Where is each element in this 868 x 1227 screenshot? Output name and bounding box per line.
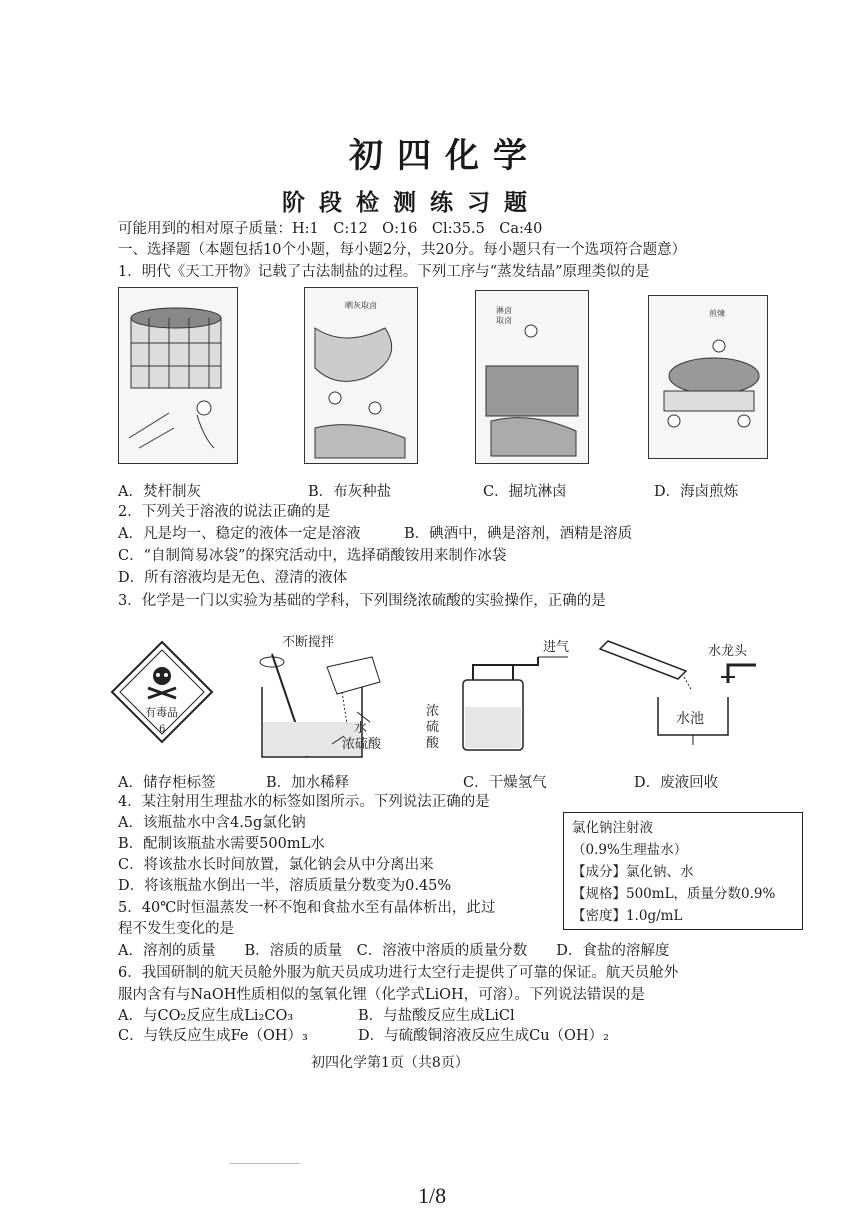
question-1-stem: 1．明代《天工开物》记载了古法制盐的过程。下列工序与“蒸发结晶”原理类似的是 [118,264,650,280]
stir-label: 不断搅拌 [282,635,335,650]
question-5-stem-2: 程不发生变化的是 [118,921,234,937]
saline-label-line-5: 【密度】1.0g/mL [572,908,683,924]
q4-option-a: A．该瓶盐水中含4.5g氯化钠 [118,815,306,831]
waste-disposal-diagram [596,635,766,755]
sink-label: 水池 [676,711,704,727]
q6-option-d: D．与硫酸铜溶液反应生成Cu（OH）₂ [358,1028,609,1044]
saline-label-line-1: 氯化钠注射液 [572,820,653,836]
atomic-masses: 可能用到的相对原子质量：H:1 C:12 O:16 Cl:35.5 Ca:40 [118,221,543,237]
q3-option-a: A．储存柜标签 [118,775,216,791]
q6-option-a: A．与CO₂反应生成Li₂CO₃ [118,1008,294,1024]
q1-image-b-caption: 晒灰取卤 [345,301,377,310]
page-footer: 初四化学第1页（共8页） [311,1055,469,1071]
acid-label-char-2: 硫 [426,720,440,735]
question-6-stem-2: 服内含有与NaOH性质相似的氢氧化锂（化学式LiOH，可溶）。下列说法错误的是 [118,987,645,1003]
q3-option-d: D．废液回收 [634,775,719,791]
q2-option-d: D．所有溶液均是无色、澄清的液体 [118,570,348,586]
q1-image-b [304,287,418,464]
digging-pit-illustration [476,291,588,463]
q3-option-b: B．加水稀释 [266,775,350,791]
question-2-stem: 2．下列关于溶液的说法正确的是 [118,504,331,520]
q2-option-c: C．“自制简易冰袋”的探究活动中，选择硝酸铵用来制作冰袋 [118,548,507,564]
saline-label-line-3: 【成分】氯化钠、水 [572,864,694,880]
q1-image-c-caption-2: 取卤 [496,316,512,325]
scan-mark [230,1163,300,1164]
q4-option-b: B．配制该瓶盐水需要500mL水 [118,836,325,852]
question-6-stem-1: 6．我国研制的航天员舱外服为航天员成功进行太空行走提供了可靠的保证。航天员舱外 [118,965,679,981]
q1-image-d-caption: 煎煉 [709,309,725,318]
acid-label-char-3: 酸 [426,736,440,751]
q6-option-b: B．与盐酸反应生成LiCl [358,1008,515,1024]
q1-image-d [648,295,768,459]
page-subtitle: 阶段检测练习题 [282,189,541,216]
q1-option-a: A．焚杆制灰 [118,484,201,500]
spreading-ash-illustration [305,288,417,463]
q4-option-c: C．将该盐水长时间放置，氯化钠会从中分离出来 [118,857,434,873]
page-title: 初四化学 [349,136,541,176]
boiling-brine-illustration [649,296,767,458]
q1-image-c-caption-1: 淋卤 [496,306,512,315]
question-4-stem: 4．某注射用生理盐水的标签如图所示。下列说法正确的是 [118,794,490,810]
q1-image-c [475,290,589,464]
q4-option-d: D．将该瓶盐水倒出一半，溶质质量分数变为0.45% [118,878,452,894]
q1-option-d: D．海卤煎炼 [654,484,739,500]
toxic-label-icon [108,638,216,746]
saline-label-line-2: （0.9%生理盐水） [572,842,688,858]
gas-drying-bottle-diagram [418,635,578,760]
page-number: 1/8 [418,1183,447,1208]
toxic-label-text: 有毒品 [145,706,178,719]
burning-stalks-illustration [119,288,237,463]
tap-label: 水龙头 [708,644,748,659]
q2-options-a-b: A．凡是均一、稳定的液体一定是溶液 B．碘酒中，碘是溶剂，酒精是溶质 [118,526,633,542]
water-label: 水 [354,721,368,736]
q1-option-c: C．掘坑淋卤 [483,484,567,500]
q1-option-b: B．布灰种盐 [308,484,392,500]
dilution-diagram [252,632,402,762]
question-5-stem-1: 5．40℃时恒温蒸发一杯不饱和食盐水至有晶体析出，此过 [118,900,496,916]
acid-label: 浓硫酸 [342,737,382,752]
saline-label-box [563,812,803,930]
q3-option-c: C．干燥氢气 [463,775,547,791]
q6-option-c: C．与铁反应生成Fe（OH）₃ [118,1028,308,1044]
q5-options: A．溶剂的质量 B．溶质的质量 C．溶液中溶质的质量分数 D．食盐的溶解度 [118,943,670,959]
q1-image-a [118,287,238,464]
question-3-stem: 3．化学是一门以实验为基础的学科，下列围绕浓硫酸的实验操作，正确的是 [118,593,606,609]
acid-label-char-1: 浓 [426,704,440,719]
section-heading: 一、选择题（本题包括10个小题，每小题2分，共20分。每小题只有一个选项符合题意） [118,242,687,258]
toxic-label-number: 6 [159,724,166,735]
saline-label-line-4: 【规格】500mL，质量分数0.9% [572,886,776,902]
gas-in-label: 进气 [543,640,570,655]
